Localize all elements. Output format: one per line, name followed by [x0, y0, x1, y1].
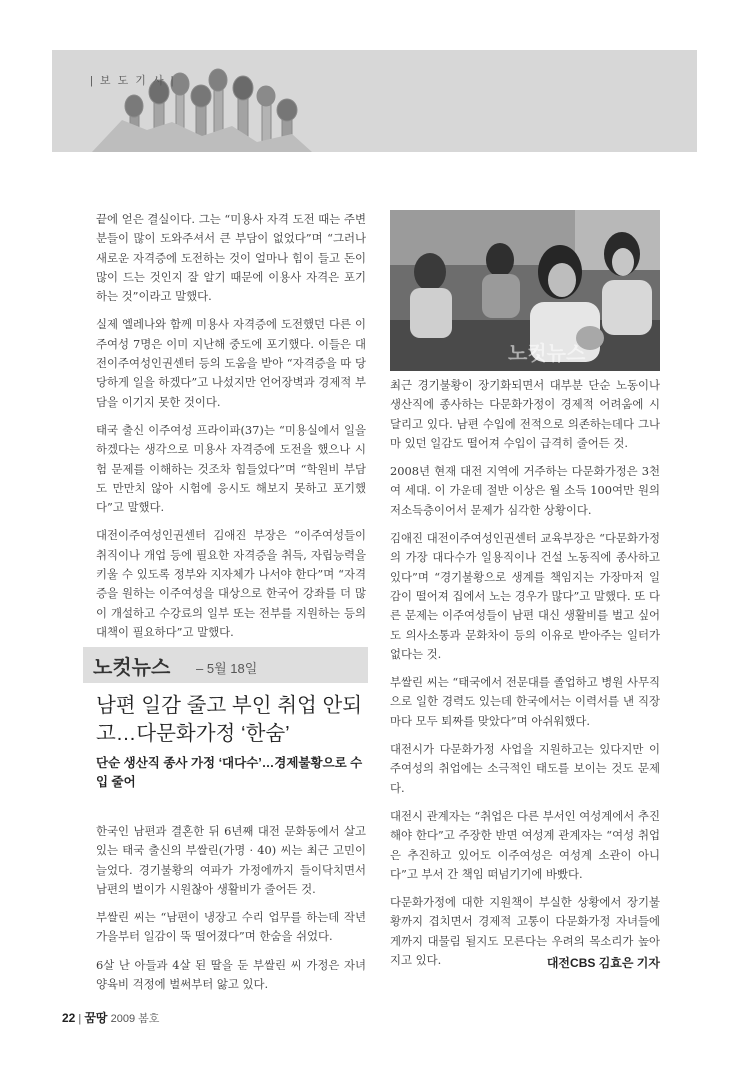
- microphones-illustration: [52, 50, 697, 152]
- classroom-photo-illustration: [390, 210, 660, 371]
- right-column: [390, 376, 660, 979]
- paragraph: 최근 경기불황이 장기화되면서 대부분 단순 노동이나 생산직에 종사하는 다문화가정이 경제적 어려움에 시달리고 있다. 남편 수입에 전적으로 의존하는데다 그나마 있던 일감도 떨어져 수입이 급격히 줄어든 것.: [390, 378, 660, 450]
- paragraph: 실제 엘레나와 함께 미용사 자격증에 도전했던 다른 이주여성 7명은 이미 지난해 중도에 포기했다. 이들은 대전이주여성인권센터 등의 도움을 받아 “자격증을 따 당당하게 일을 하겠다”고 나섰지만 언어장벽과 경제적 부담을 이기지 못한 것이다.: [96, 317, 366, 409]
- section-label: | 보 도 기 사 |: [90, 75, 176, 87]
- source-date: – 5월 18일: [196, 661, 258, 676]
- magazine-issue: 2009 봄호: [110, 1013, 160, 1025]
- paragraph: 부쌀린 씨는 “남편이 냉장고 수리 업무를 하는데 작년 가을부터 일감이 뚝 떨어졌다”며 한숨을 쉬었다.: [96, 910, 366, 944]
- paragraph: 한국인 남편과 결혼한 뒤 6년째 대전 문화동에서 살고 있는 태국 출신의 부쌀린(가명 · 40) 씨는 최근 고민이 늘었다. 경기불황의 여파가 가정에까지 들이닥치면서 남편의 벌이가 시원찮아 생활비가 줄어든 것.: [96, 824, 366, 896]
- paragraph: 다문화가정에 대한 지원책이 부실한 상황에서 장기불황까지 겹치면서 경제적 고통이 다문화가정 자녀들에게까지 대물림 될지도 모른다는 우려의 목소리가 높아지고 있다.: [390, 895, 660, 968]
- header-band: [52, 50, 697, 152]
- paragraph: 2008년 현재 대전 지역에 거주하는 다문화가정은 3천여 세대. 이 가운데 절반 이상은 월 소득 100여만 원의 저소득층이어서 문제가 심각한 상황이다.: [390, 464, 660, 517]
- paragraph: 김애진 대전이주여성인권센터 교육부장은 “다문화가정의 가장 대다수가 일용직이나 건설 노동직에 종사하고 있다”며 “경기불황으로 생계를 책임지는 가장마저 일감이 떨어져 집에서 노는 경우가 많다”고 말했다. 또 다른 문제는 이주여성들이 남편 대신 생활비를 벌고 싶어도 의사소통과 문화차이 등의 이유로 받아주는 일터가 없다는 것.: [390, 531, 660, 661]
- paragraph: 대전이주여성인권센터 김애진 부장은 “이주여성들이 취직이나 개업 등에 필요한 자격증을 취득, 자립능력을 키울 수 있도록 정부와 지자체가 나서야 한다”며 “자격증을 원하는 이주여성을 대상으로 한국어 강좌를 더 많이 개설하고 수강료의 일부 또는 전부를 지원하는 등의 대책이 필요하다”고 말했다.: [96, 528, 366, 639]
- classroom-photo: [390, 210, 660, 371]
- article-subhead: 단순 생산직 종사 가정 ‘대다수’…경제불황으로 수입 줄어: [96, 756, 363, 789]
- paragraph: 태국 출신 이주여성 프라이파(37)는 “미용실에서 일을 하겠다는 생각으로 미용사 자격증에 도전을 했으나 시험 문제를 이해하는 것조차 힘들었다”며 “학원비 부담도 만만치 않아 시험에 응시도 해보지 못하고 포기했다”고 말했다.: [96, 422, 366, 515]
- paragraph: 6살 난 아들과 4살 된 딸을 둔 부쌀린 씨 가정은 자녀 양육비 걱정에 벌써부터 앓고 있다.: [96, 957, 366, 992]
- page-footer: [62, 1009, 159, 1026]
- paragraph: 대전시 관계자는 “취업은 다른 부서인 여성계에서 추진해야 한다”고 주장한 반면 여성계 관계자는 “여성 취업은 추진하고 있어도 이주여성은 여성계 소관이 아니다”고 부서 간 책임 떠넘기기에 바빴다.: [390, 808, 660, 881]
- news-source-bar: [83, 647, 368, 683]
- left-column-top: [96, 210, 366, 651]
- paragraph: 부쌀린 씨는 “태국에서 전문대를 졸업하고 병원 사무직으로 일한 경력도 있는데 한국에서는 이력서를 낸 직장마다 모두 퇴짜를 맞았다”며 아쉬워했다.: [390, 675, 660, 728]
- page-number: 22: [62, 1011, 76, 1025]
- left-column-bottom: [96, 822, 366, 1003]
- photo-watermark: 노컷뉴스: [508, 343, 586, 365]
- article-headline: 남편 일감 줄고 부인 취업 안되고…다문화가정 ‘한숨’: [96, 694, 363, 745]
- byline: 대전CBS 김효은 기자: [546, 956, 660, 970]
- source-name: 노컷뉴스: [93, 657, 171, 679]
- magazine-brand: 꿈땅: [84, 1011, 108, 1025]
- paragraph: 대전시가 다문화가정 사업을 지원하고는 있다지만 이주여성의 취업에는 소극적인 태도를 보이는 것도 문제다.: [390, 742, 660, 795]
- footer-separator: |: [78, 1013, 82, 1025]
- paragraph: 끝에 얻은 결실이다. 그는 “미용사 자격 도전 때는 주변 분들이 많이 도와주셔서 큰 부담이 없었다”며 “그러나 새로운 자격증에 도전하는 것이 얼마나 힘이 들고 돈이 많이 드는 것인지 잘 알기 때문에 이용사 자격은 포기하는 것”이라고 말했다.: [96, 212, 366, 304]
